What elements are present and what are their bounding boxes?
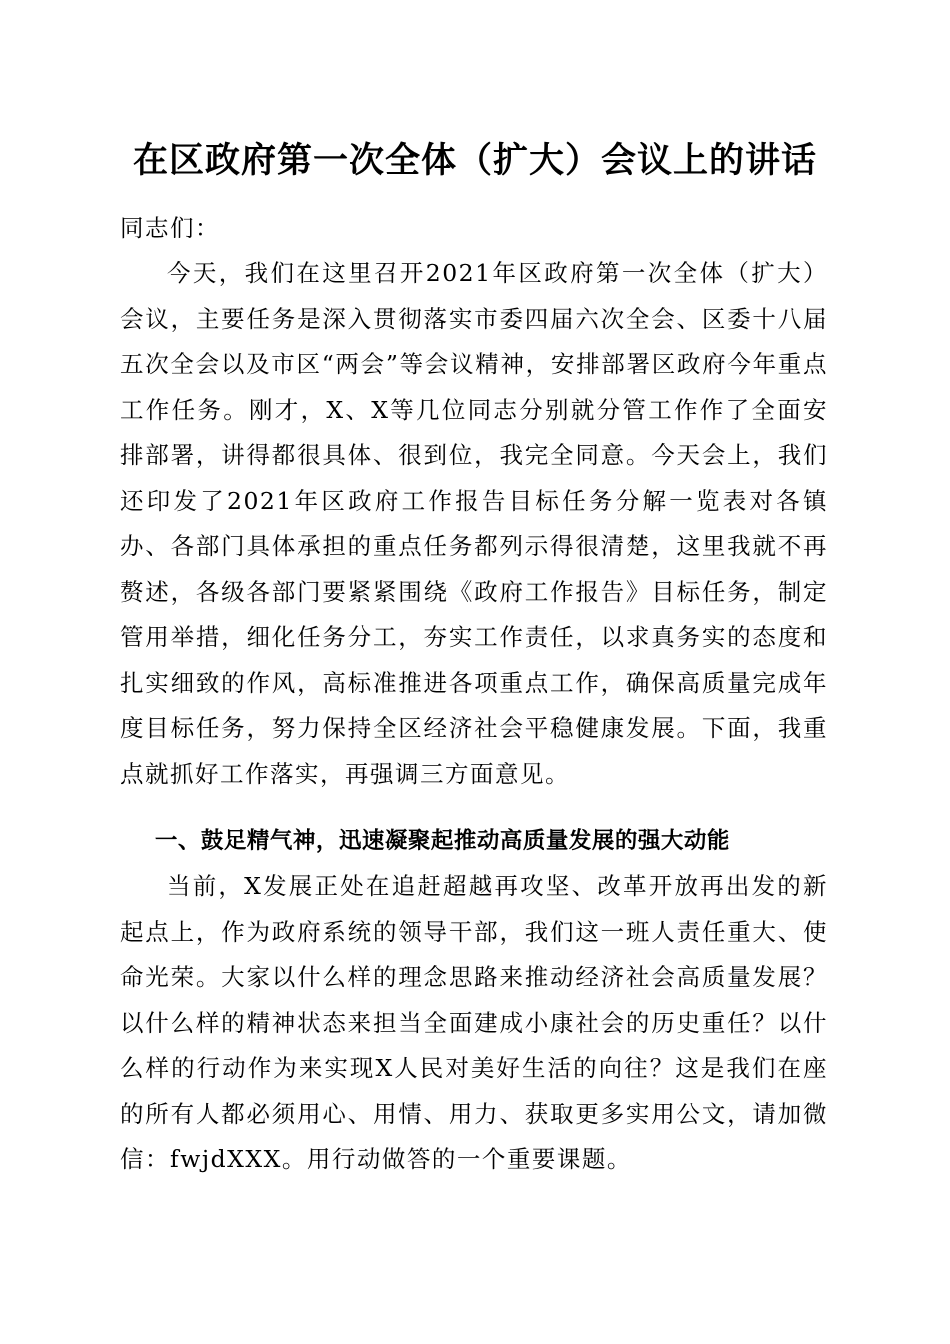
paragraph-section-1: 当前，X发展正处在追赶超越再攻坚、改革开放再出发的新起点上，作为政府系统的领导干部，我们这一班人责任重大、使命光荣。大家以什么样的理念思路来推动经济社会高质量发展？以什么样的精神状态来担当全面建成小康社会的历史重任？以什么样的行动作为来实现X人民对美好生活的向往？这是我们在座的所有人都必须用心、用情、用力、获取更多实用公文，请加微信：fwjdXXX。用行动做答的一个重要课题。 <box>120 872 828 1173</box>
section-heading-1: 一、鼓足精气神，迅速凝聚起推动高质量发展的强大动能 <box>154 828 730 854</box>
document-title: 在区政府第一次全体（扩大）会议上的讲话 <box>132 141 817 181</box>
salutation: 同志们： <box>120 214 220 242</box>
paragraph-opening: 今天，我们在这里召开2021年区政府第一次全体（扩大）会议，主要任务是深入贯彻落实市委四届六次全会、区委十八届五次全会以及市区“两会”等会议精神，安排部署区政府今年重点工作任务。刚才，X、X等几位同志分别就分管工作作了全面安排部署，讲得都很具体、很到位，我完全同意。今天会上，我们还印发了2021年区政府工作报告目标任务分解一览表对各镇办、各部门具体承担的重点任务都列示得很清楚，这里我就不再赘述，各级各部门要紧紧围绕《政府工作报告》目标任务，制定管用举措，细化任务分工，夯实工作责任，以求真务实的态度和扎实细致的作风，高标准推进各项重点工作，确保高质量完成年度目标任务，努力保持全区经济社会平稳健康发展。下面，我重点就抓好工作落实，再强调三方面意见。 <box>120 259 828 788</box>
